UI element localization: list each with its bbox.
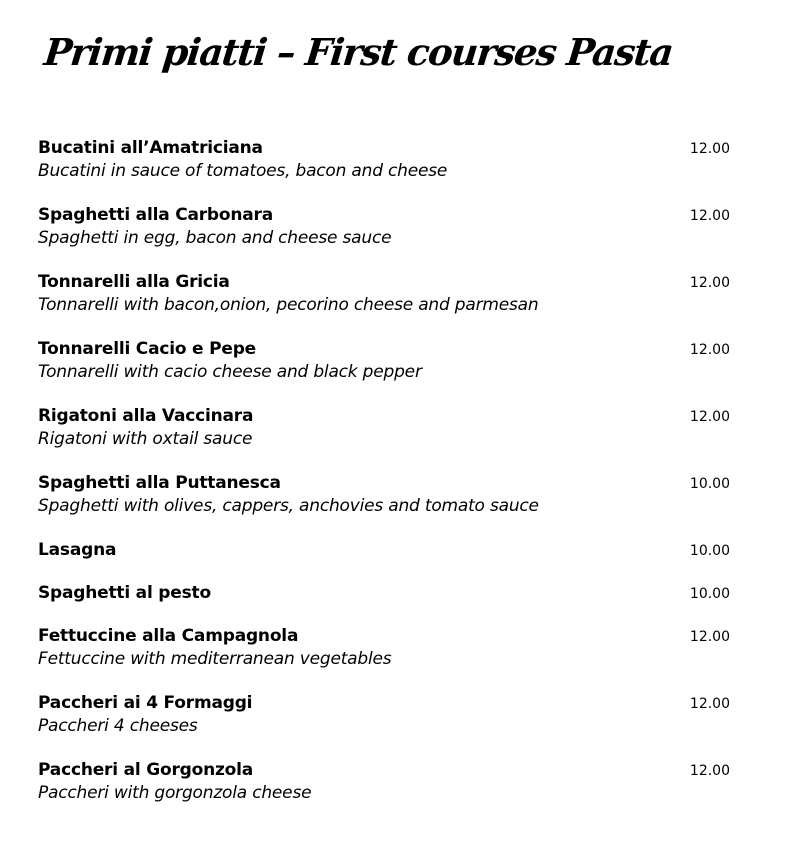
item-name: Spaghetti alla Puttanesca	[38, 473, 281, 493]
item-price: 10.00	[689, 543, 730, 559]
item-description: Tonnarelli with cacio cheese and black pepper	[38, 362, 422, 382]
item-price: 12.00	[689, 275, 730, 291]
item-name: Paccheri al Gorgonzola	[38, 760, 254, 780]
item-name: Paccheri ai 4 Formaggi	[38, 693, 253, 713]
menu-item-paccheri-gorgonzola	[38, 759, 730, 805]
item-name: Fettuccine alla Campagnola	[38, 626, 299, 646]
menu-item-lasagna	[38, 539, 730, 561]
menu-item-bucatini-amatriciana	[38, 137, 730, 183]
item-name: Lasagna	[38, 540, 117, 560]
item-description: Paccheri with gorgonzola cheese	[38, 783, 312, 803]
menu-item-tonnarelli-cacio-pepe	[38, 338, 730, 384]
item-name: Spaghetti alla Carbonara	[38, 205, 274, 225]
item-price: 12.00	[689, 696, 730, 712]
menu-item-fettuccine-campagnola	[38, 625, 730, 671]
item-description: Spaghetti in egg, bacon and cheese sauce	[38, 228, 392, 248]
menu-item-spaghetti-pesto	[38, 582, 730, 604]
menu-item-tonnarelli-gricia	[38, 271, 730, 317]
item-description: Tonnarelli with bacon,onion, pecorino cheese and parmesan	[38, 295, 539, 315]
item-price: 12.00	[689, 409, 730, 425]
item-name: Rigatoni alla Vaccinara	[38, 406, 254, 426]
item-description: Fettuccine with mediterranean vegetables	[38, 649, 392, 669]
item-price: 12.00	[689, 629, 730, 645]
menu-item-spaghetti-carbonara	[38, 204, 730, 250]
menu-title: Primi piatti – First courses Pasta	[42, 30, 675, 74]
item-price: 12.00	[689, 141, 730, 157]
item-description: Bucatini in sauce of tomatoes, bacon and cheese	[38, 161, 448, 181]
menu-item-paccheri-4-formaggi	[38, 692, 730, 738]
menu-item-spaghetti-puttanesca	[38, 472, 730, 518]
item-description: Paccheri 4 cheeses	[38, 716, 198, 736]
item-price: 12.00	[689, 342, 730, 358]
item-name: Bucatini all’Amatriciana	[38, 138, 263, 158]
item-name: Tonnarelli Cacio e Pepe	[38, 339, 256, 359]
item-price: 12.00	[689, 763, 730, 779]
item-name: Spaghetti al pesto	[38, 583, 211, 603]
item-price: 12.00	[689, 208, 730, 224]
item-description: Spaghetti with olives, cappers, anchovies and tomato sauce	[38, 496, 539, 516]
item-name: Tonnarelli alla Gricia	[38, 272, 230, 292]
item-price: 10.00	[689, 586, 730, 602]
item-price: 10.00	[689, 476, 730, 492]
menu-item-rigatoni-vaccinara	[38, 405, 730, 451]
item-description: Rigatoni with oxtail sauce	[38, 429, 253, 449]
